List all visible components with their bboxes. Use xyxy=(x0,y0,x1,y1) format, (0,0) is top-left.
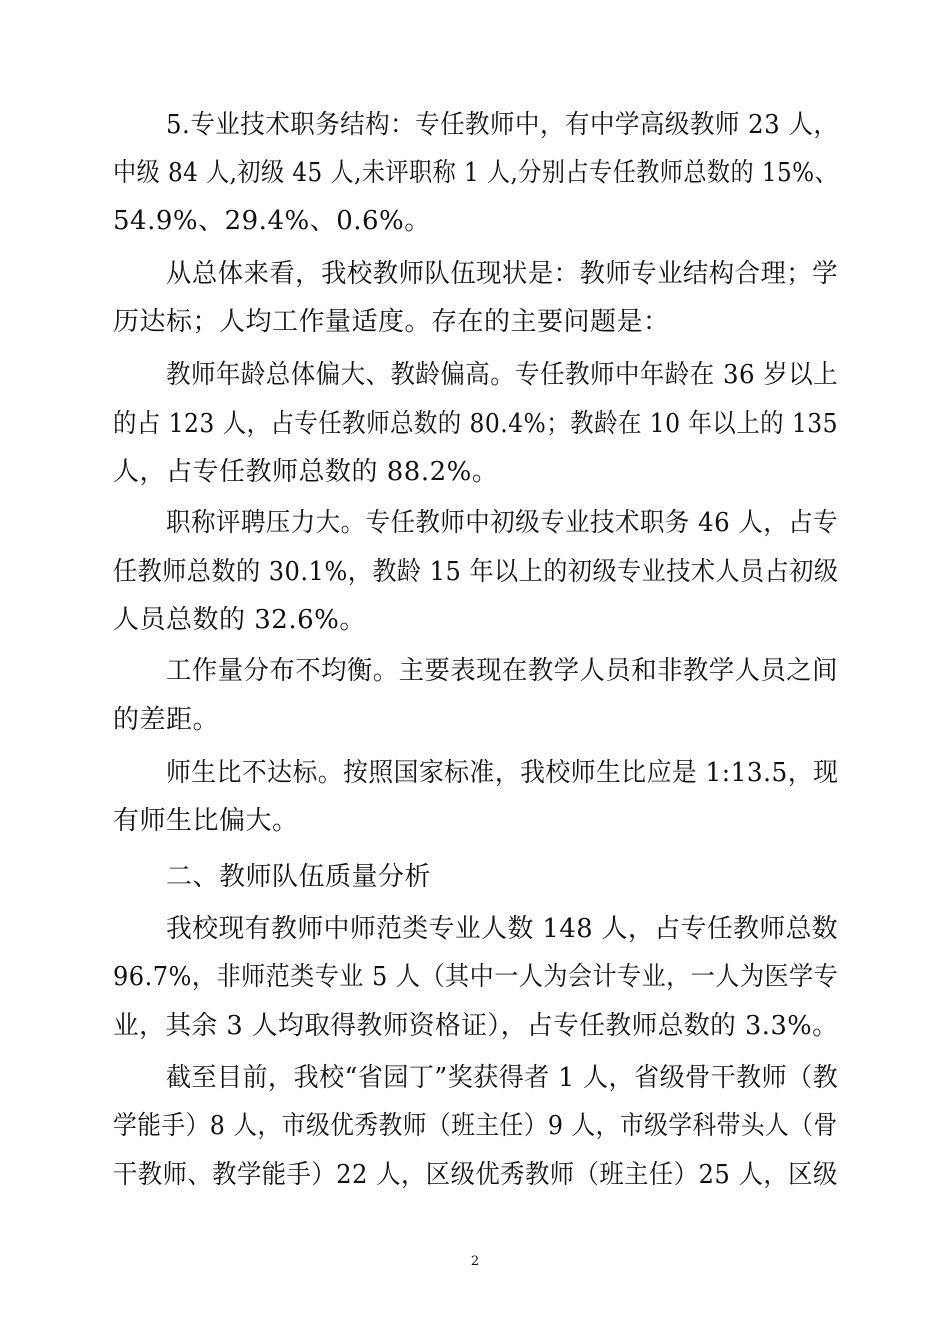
paragraph-6-line-1: 师生比不达标。按照国家标准，我校师生比应是 1:13.5，现 xyxy=(166,758,839,788)
paragraph-9-line-1: 截至目前，我校“省园丁”奖获得者 1 人，省级骨干教师（教 xyxy=(166,1063,839,1093)
paragraph-8-line-1: 我校现有教师中师范类专业人数 148 人，占专任教师总数 xyxy=(166,914,839,944)
paragraph-9-line-2: 学能手）8 人，市级优秀教师（班主任）9 人，市级学科带头人（骨 xyxy=(113,1111,838,1141)
paragraph-3-line-2: 的占 123 人，占专任教师总数的 80.4%；教龄在 10 年以上的 135 xyxy=(113,409,838,439)
paragraph-1-line-2: 中级 84 人,初级 45 人,未评职称 1 人,分别占专任教师总数的 15%、 xyxy=(113,158,839,188)
paragraph-6-line-2: 有师生比偏大。 xyxy=(113,806,299,836)
paragraph-1-line-1: 5.专业技术职务结构：专任教师中，有中学高级教师 23 人， xyxy=(166,110,839,140)
paragraph-4-line-1: 职称评聘压力大。专任教师中初级专业技术职务 46 人，占专 xyxy=(166,508,839,538)
paragraph-5-line-2: 的差距。 xyxy=(113,705,220,735)
paragraph-8-line-2: 96.7%，非师范类专业 5 人（其中一人为会计专业，一人为医学专 xyxy=(113,962,839,992)
paragraph-3-line-1: 教师年龄总体偏大、教龄偏高。专任教师中年龄在 36 岁以上 xyxy=(166,360,839,390)
paragraph-1-line-3: 54.9%、29.4%、0.6%。 xyxy=(113,206,431,236)
paragraph-5-line-1: 工作量分布不均衡。主要表现在教学人员和非教学人员之间 xyxy=(166,656,838,686)
paragraph-4-line-3: 人员总数的 32.6%。 xyxy=(113,605,366,635)
page-number: 2 xyxy=(470,1254,480,1269)
paragraph-2-line-1: 从总体来看，我校教师队伍现状是：教师专业结构合理；学 xyxy=(166,259,838,289)
paragraph-4-line-2: 任教师总数的 30.1%，教龄 15 年以上的初级专业技术人员占初级 xyxy=(113,557,839,587)
paragraph-3-line-3: 人，占专任教师总数的 88.2%。 xyxy=(113,457,499,487)
paragraph-2-line-2: 历达标；人均工作量适度。存在的主要问题是： xyxy=(113,307,670,337)
section-heading: 二、教师队伍质量分析 xyxy=(166,862,432,892)
paragraph-9-line-3: 干教师、教学能手）22 人，区级优秀教师（班主任）25 人，区级 xyxy=(113,1160,838,1190)
paragraph-8-line-3: 业，其余 3 人均取得教师资格证），占专任教师总数的 3.3%。 xyxy=(113,1011,839,1041)
